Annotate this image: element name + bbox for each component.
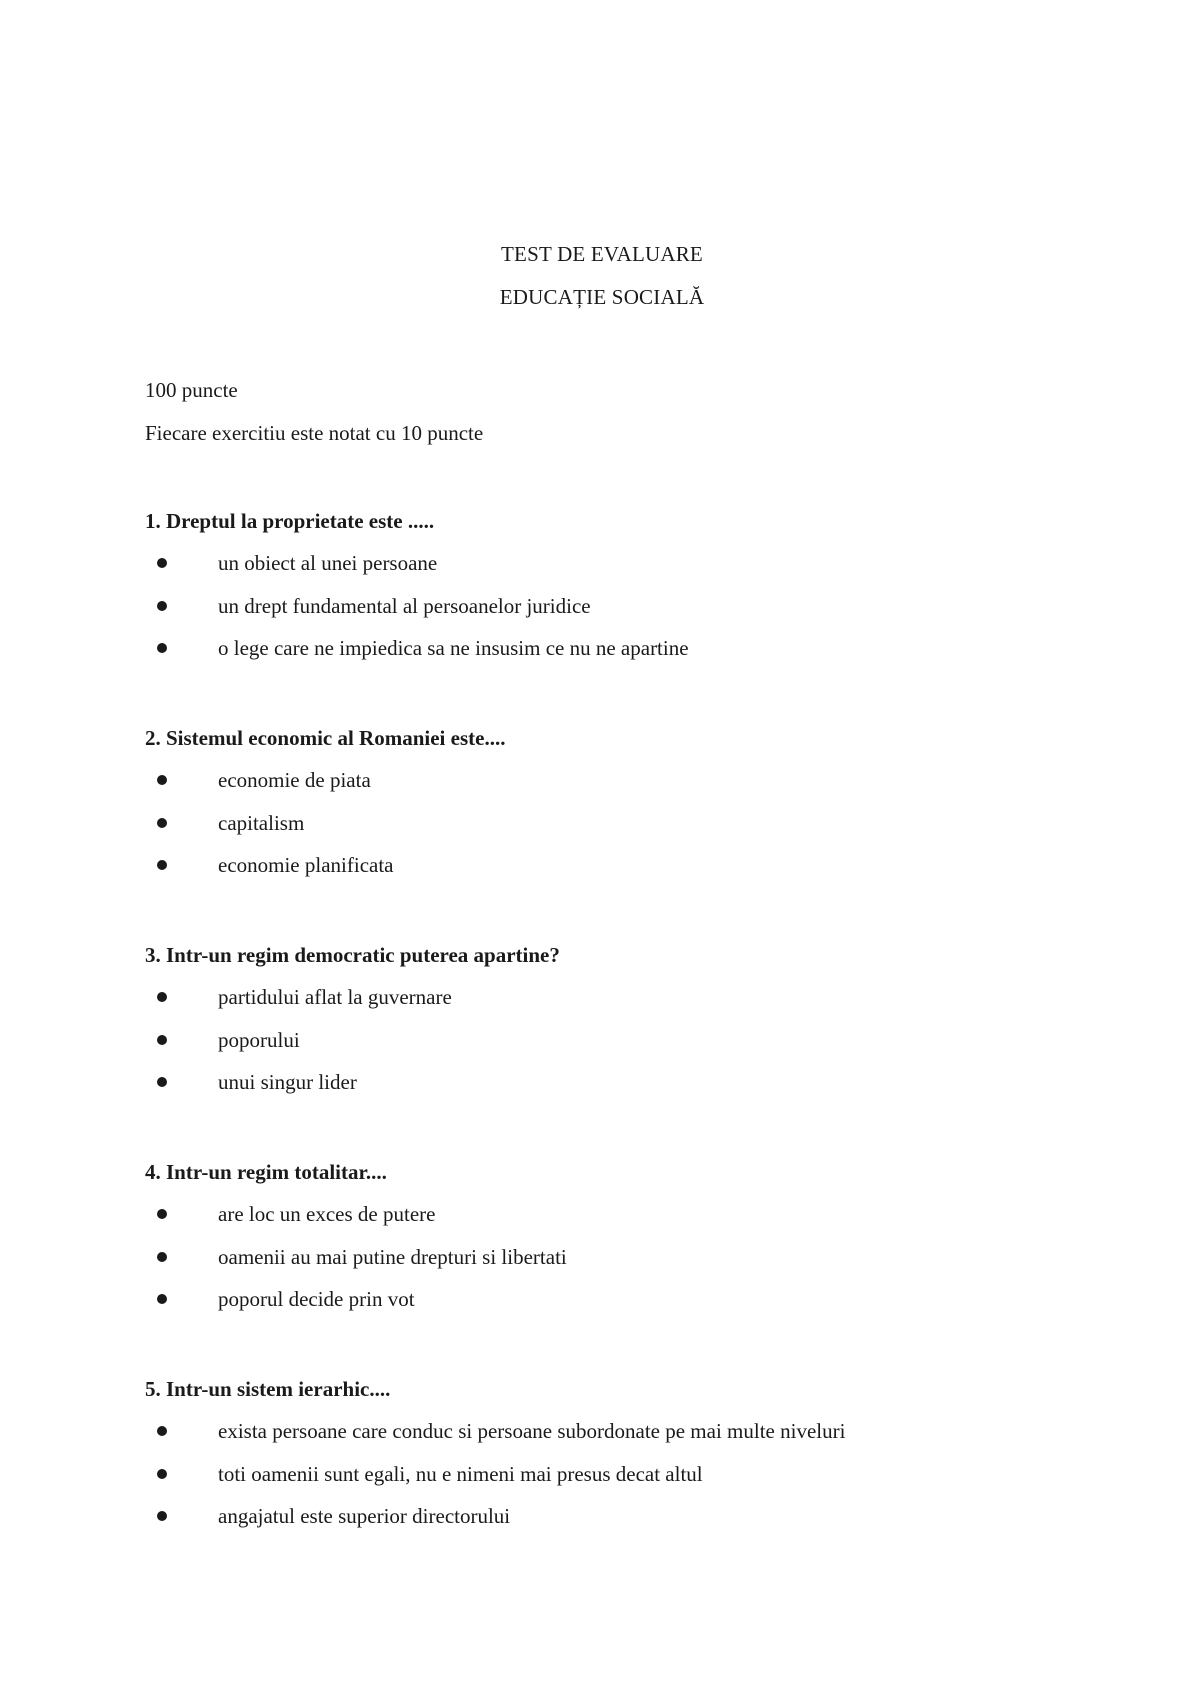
answer-option: [145, 588, 1145, 631]
answer-option: [145, 762, 1145, 805]
answer-option: [145, 630, 1145, 673]
answer-text: are loc un exces de putere: [218, 1202, 436, 1226]
answer-option: [145, 979, 1145, 1022]
intro-block: [145, 372, 483, 458]
bullet-icon: [157, 643, 167, 653]
question-title: 1. Dreptul la proprietate este .....: [145, 509, 435, 533]
bullet-icon: [157, 1252, 167, 1262]
answer-option: [145, 1064, 1145, 1107]
question-title: 5. Intr-un sistem ierarhic....: [145, 1377, 391, 1401]
answer-options: [145, 545, 1145, 673]
page-title: TEST DE EVALUARE: [501, 242, 703, 266]
bullet-icon: [157, 1077, 167, 1087]
answer-options: [145, 762, 1145, 890]
answer-text: o lege care ne impiedica sa ne insusim ce nu ne apartine: [218, 636, 689, 660]
bullet-icon: [157, 1511, 167, 1521]
question-4: [145, 1154, 1145, 1371]
bullet-icon: [157, 1035, 167, 1045]
answer-text: capitalism: [218, 810, 305, 835]
answer-options: [145, 1413, 1145, 1541]
bullet-icon: [157, 818, 167, 828]
answer-option: [145, 847, 1145, 890]
answer-option: [145, 1196, 1145, 1239]
bullet-icon: [157, 1426, 167, 1436]
answer-text: oamenii au mai putine drepturi si libertati: [218, 1244, 567, 1269]
bullet-icon: [157, 1294, 167, 1304]
answer-text: exista persoane care conduc si persoane subordonate pe mai multe niveluri: [218, 1419, 846, 1443]
answer-text: poporul decide prin vot: [218, 1287, 415, 1311]
answer-option: [145, 1281, 1145, 1324]
bullet-icon: [157, 1469, 167, 1479]
question-title: 4. Intr-un regim totalitar....: [145, 1160, 387, 1184]
answer-option: [145, 1022, 1145, 1065]
question-2: [145, 720, 1145, 937]
answer-option: [145, 1413, 1145, 1456]
total-points: 100 puncte: [145, 378, 238, 402]
page-subtitle: EDUCAȚIE SOCIALĂ: [499, 285, 705, 309]
answer-option: [145, 1498, 1145, 1541]
question-3: [145, 937, 1145, 1154]
bullet-icon: [157, 775, 167, 785]
question-title: 2. Sistemul economic al Romaniei este....: [145, 726, 506, 750]
answer-text: un drept fundamental al persoanelor juridice: [218, 593, 591, 618]
question-5: [145, 1371, 1145, 1588]
title-block: [0, 236, 1200, 322]
answer-text: unui singur lider: [218, 1070, 357, 1094]
question-1: [145, 503, 1145, 720]
scoring-note: Fiecare exercitiu este notat cu 10 puncte: [145, 421, 484, 445]
answer-text: economie de piata: [218, 768, 371, 792]
answer-text: economie planificata: [218, 853, 394, 877]
answer-option: [145, 805, 1145, 848]
bullet-icon: [157, 601, 167, 611]
answer-option: [145, 1239, 1145, 1282]
question-title: 3. Intr-un regim democratic puterea apartine?: [145, 943, 560, 967]
bullet-icon: [157, 558, 167, 568]
answer-text: angajatul este superior directorului: [218, 1504, 511, 1528]
answer-text: partidului aflat la guvernare: [218, 985, 452, 1009]
bullet-icon: [157, 992, 167, 1002]
answer-option: [145, 545, 1145, 588]
bullet-icon: [157, 1209, 167, 1219]
questions-list: [145, 503, 1145, 1588]
answer-options: [145, 1196, 1145, 1324]
answer-options: [145, 979, 1145, 1107]
answer-text: poporului: [218, 1027, 300, 1052]
bullet-icon: [157, 860, 167, 870]
answer-text: toti oamenii sunt egali, nu e nimeni mai presus decat altul: [218, 1461, 703, 1486]
answer-option: [145, 1456, 1145, 1499]
answer-text: un obiect al unei persoane: [218, 551, 438, 575]
